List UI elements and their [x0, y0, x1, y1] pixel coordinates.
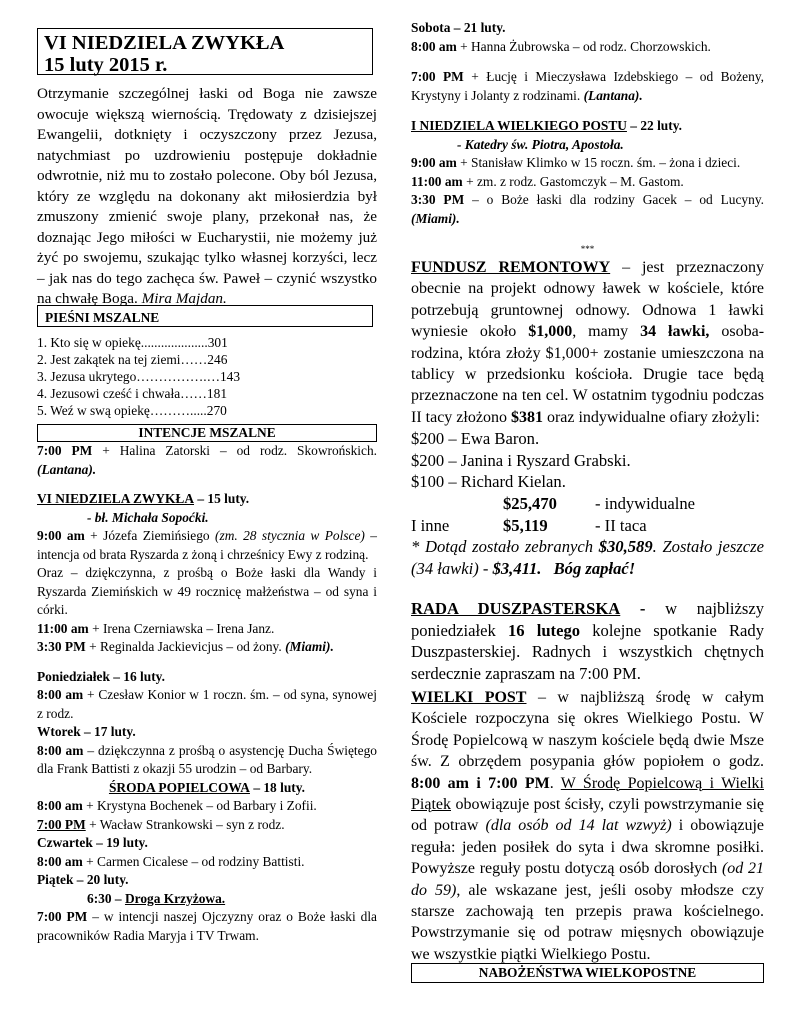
lent-section: [411, 687, 764, 965]
hymns-heading-box: [37, 305, 373, 327]
friday-heading: Piątek – 20 luty.: [37, 872, 129, 887]
sunday-patron: - bł. Michała Sopoćki.: [87, 509, 209, 525]
intentions-left: [37, 442, 377, 945]
intention-lent-11am: 11:00 am + zm. z rodz. Gastomczyk – M. Gastom.: [411, 173, 684, 189]
intention-sunday-330pm: 3:30 PM + Reginalda Jackievicjus – od żony. (Miami).: [37, 639, 334, 654]
fund-summary: * Dotąd zostało zebranych $30,589. Zostało jeszcze (34 ławki) - $3,411. Bóg zapłać!: [411, 537, 764, 578]
donor-line: $100 – Richard Kielan.: [411, 472, 566, 492]
intention-tuesday: 8:00 am – dziękczynna z prośbą o asystencję Ducha Świętego dla Frank Battisti z okazji 55 urodzin – od Barbary.: [37, 742, 377, 776]
page-date: 15 luty 2015 r.: [44, 54, 168, 76]
title-box: [37, 28, 373, 75]
reflection-author: Mira Majdan.: [141, 290, 227, 307]
lenten-services-heading-box: [411, 963, 764, 983]
intention-thursday: 8:00 am + Carmen Cicalese – od rodziny Battisti.: [37, 853, 305, 869]
thursday-heading: Czwartek – 19 luty.: [37, 835, 148, 850]
fund-total-row: $25,470 - indywidualne: [503, 494, 696, 514]
separator: ***: [580, 244, 595, 254]
wednesday-heading: ŚRODA POPIELCOWA – 18 luty.: [108, 779, 306, 795]
intentions-heading: INTENCJE MSZALNE: [138, 425, 276, 440]
fund-text: FUNDUSZ REMONTOWY – jest przeznaczony obecnie na projekt odnowy ławek w kościele, które potrzebują gruntownej odnowy. Odnowa 1 ławki wyniesie około $1,000, mamy 34 ławki, osoba-rodzina, która złoży $1,000+ zostanie umieszczona na tablicy w przedsionku kościoła. Drugie tace będą przeznaczone na ten cel. W ostatnim tygodniu podczas II tacy złożono $381 oraz indywidualne ofiary złożyli:: [411, 259, 765, 426]
lent-sunday-feast: - Katedry św. Piotra, Apostoła.: [457, 136, 624, 152]
fund-section: [411, 257, 764, 579]
hymns-heading: PIEŚNI MSZALNE: [45, 310, 160, 325]
intention-saturday-8am: 8:00 am + Hanna Żubrowska – od rodz. Chorzowskich.: [411, 38, 711, 54]
donor-line: $200 – Janina i Ryszard Grabski.: [411, 450, 631, 470]
sunday-heading: VI NIEDZIELA ZWYKŁA – 15 luty.: [37, 491, 250, 506]
list-item: 5. Weź w swą opiekę……….....270: [37, 403, 227, 418]
list-item: 2. Jest zakątek na tej ziemi……246: [37, 352, 228, 367]
intention-saturday-eve: 7:00 PM + Halina Zatorski – od rodz. Skowrońskich. (Lantana).: [37, 443, 377, 477]
monday-heading: Poniedziałek – 16 luty.: [37, 668, 165, 684]
lent-heading: WIELKI POST: [411, 689, 527, 706]
lenten-services-heading: NABOŻEŃSTWA WIELKOPOSTNE: [478, 965, 697, 980]
council-section: [411, 598, 764, 684]
saturday-heading: Sobota – 21 luty.: [411, 20, 506, 35]
donor-line: $200 – Ewa Baron.: [411, 429, 540, 449]
list-item: 1. Kto się w opiekę....................301: [37, 335, 228, 350]
friday-stations: 6:30 – Droga Krzyżowa.: [87, 890, 226, 906]
intention-saturday-7pm: 7:00 PM + Łucję i Mieczysława Izdebskiego – od Bożeny, Krystyny i Jolanty z rodzinami. (Lantana).: [411, 69, 764, 103]
hymns-list: [37, 334, 373, 419]
lent-text: WIELKI POST – w najbliższą środę w całym Kościele rozpoczyna się okres Wielkiego Postu. W Środę Popielcową w naszym kościele będą dwie Msze św. Z obrzędem posypania głów popiołem o godz. 8:00 am i 7:00 PM. W Środę Popielcową i Wielki Piątek obowiązuje post ścisły, czyli powstrzymanie się od potraw (dla osób od 14 lat wzwyż) i obowiązuje reguła: jeden posiłek do syta i dwa skromne posiłki. Powyższe reguły postu dotyczą osób dorosłych (od 21 do 59), ale wskazane jest, jeśli osoby młodsze czy starsze zachowają ten przepis prawa kościelnego. Powstrzymanie się od potraw mięsnych obowiązuje we wszystkie piątki Wielkiego Postu.: [411, 689, 765, 963]
page-title: VI NIEDZIELA ZWYKŁA: [44, 32, 285, 54]
council-text: RADA DUSZPASTERSKA - w najbliższy poniedziałek 16 lutego kolejne spotkanie Rady Duszpasterskiej. Radnych i wszystkich chętnych serdecznie zapraszam na 7:00 PM.: [411, 599, 765, 683]
lent-sunday-heading: I NIEDZIELA WIELKIEGO POSTU – 22 luty.: [411, 118, 683, 133]
intention-sunday-11am: 11:00 am + Irena Czerniawska – Irena Janz.: [37, 620, 275, 636]
reflection-text: Otrzymanie szczególnej łaski od Boga nie zawsze owocuje większą wiernością. Trędowaty z dzisiejszej Ewangelii, dotknięty i oczyszczony przez Jezusa, natychmiast po uzdrowieniu postępuje dokładnie odwrotnie, niż mu to zostało polecone. Oby ból Jezusa, który ze względu na dokonany akt miłosierdzia był zmuszony zmienić swoje plany, przekonał nas, że doznając Jego miłości w Eucharystii, nie możemy już żyć po swojemu, szukając tylko własnej korzyści, lecz – jak nas do tego zachęca św. Paweł – czynić wszystko na chwałę Boga. Mira Majdan.: [37, 85, 377, 307]
intention-sunday-9am-extra: Oraz – dziękczynna, z prośbą o Boże łaski dla Wandy i Ryszarda Ziemińskich w 49 rocznicę małżeństwa – od syna i córki.: [37, 565, 377, 617]
intention-monday: 8:00 am + Czesław Konior w 1 roczn. śm. – od syna, synowej z rodz.: [37, 687, 377, 721]
council-heading: RADA DUSZPASTERSKA: [411, 599, 621, 618]
intention-wednesday-7pm: 7:00 PM + Wacław Strankowski – syn z rodz.: [37, 816, 285, 832]
fund-tray-row: I inne $5,119 - II taca: [411, 515, 647, 535]
intention-sunday-9am: 9:00 am + Józefa Ziemińsiego (zm. 28 stycznia w Polsce) – intencja od brata Ryszarda z żoną i chrześnicy Ewy z rodziną.: [37, 528, 377, 562]
intention-lent-330pm: 3:30 PM – o Boże łaski dla rodziny Gacek – od Lucyny. (Miami).: [411, 192, 764, 226]
list-item: 4. Jezusowi cześć i chwała……181: [37, 386, 228, 401]
intention-wednesday-8am: 8:00 am + Krystyna Bochenek – od Barbary i Zofii.: [37, 798, 317, 813]
intentions-right: [411, 19, 764, 228]
intention-friday: 7:00 PM – w intencji naszej Ojczyzny oraz o Boże łaski dla pracowników Radia Maryja i TV Trwam.: [37, 909, 377, 943]
intention-lent-9am: 9:00 am + Stanisław Klimko w 15 roczn. śm. – żona i dzieci.: [411, 155, 741, 170]
tuesday-heading: Wtorek – 17 luty.: [37, 724, 136, 739]
fund-heading: FUNDUSZ REMONTOWY: [411, 259, 611, 276]
intentions-heading-box: [37, 424, 377, 442]
list-item: 3. Jezusa ukrytego…………….…143: [37, 369, 241, 384]
